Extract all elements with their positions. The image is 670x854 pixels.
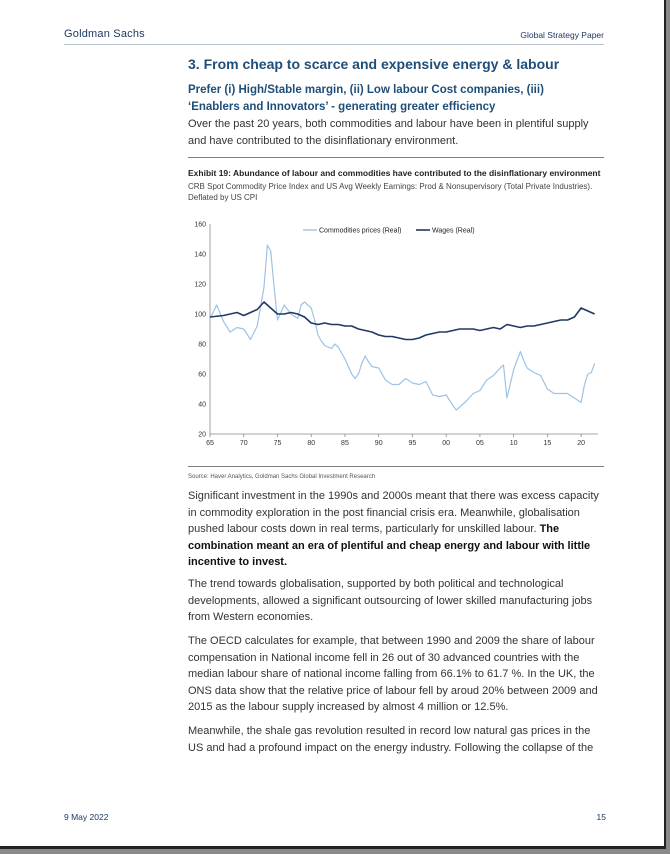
x-tick-label: 15 [543, 440, 552, 447]
document-type: Global Strategy Paper [520, 30, 604, 40]
y-tick-label: 120 [194, 281, 206, 289]
body-paragraph-1-bold: The combination meant an era of plentiful and cheap energy and labour with little incentive to invest. [188, 523, 591, 568]
x-tick-label: 95 [408, 440, 417, 447]
line-chart [188, 214, 608, 456]
section-subtitle-line1: Prefer (i) High/Stable margin, (ii) Low labour Cost companies, (iii) [188, 84, 544, 96]
body-paragraph-2: The trend towards globalisation, supported by both political and technological developments, allowed a significant outsourcing of lower skilled manufacturing jobs from Western economies. [188, 578, 593, 623]
section-subtitle-line2: ‘Enablers and Innovators’ - generating greater efficiency [188, 101, 496, 113]
y-tick-label: 100 [194, 311, 206, 319]
x-tick-label: 00 [442, 440, 451, 447]
body-paragraph-1-text: Significant investment in the 1990s and 2000s meant that there was excess capacity in commodity exploration in the post financial crisis era. Meanwhile, globalisation pushed labour costs down in real terms, particularly for unskilled labour. [188, 490, 599, 535]
page-number: 15 [596, 812, 606, 822]
x-tick-label: 10 [509, 440, 518, 447]
exhibit-subtitle: CRB Spot Commodity Price Index and US Avg Weekly Earnings: Prod & Nonsupervisory (Total Private Industries). Deflated by US CPI [188, 182, 593, 202]
x-tick-label: 75 [273, 440, 282, 447]
x-tick-label: 80 [307, 440, 316, 447]
y-tick-label: 80 [198, 341, 206, 349]
exhibit-bottom-divider [188, 466, 604, 467]
series-line-commodities [210, 245, 595, 410]
y-tick-label: 160 [194, 221, 206, 229]
body-paragraph-4: Meanwhile, the shale gas revolution resulted in record low natural gas prices in the US and had a profound impact on the energy industry. Following the collapse of the [188, 725, 594, 754]
series-line-wages [210, 302, 595, 340]
header-divider [64, 44, 604, 45]
x-tick-label: 90 [374, 440, 383, 447]
y-tick-label: 60 [198, 371, 206, 379]
brand-name: Goldman Sachs [64, 28, 145, 40]
y-tick-label: 140 [194, 251, 206, 259]
legend-label: Wages (Real) [432, 227, 475, 235]
exhibit-title: Exhibit 19: Abundance of labour and commodities have contributed to the disinflationary environment [188, 168, 601, 178]
intro-paragraph: Over the past 20 years, both commodities and labour have been in plentiful supply and have contributed to the disinflationary environment. [188, 118, 589, 147]
body-paragraph-3: The OECD calculates for example, that between 1990 and 2009 the share of labour compensation in National income fell in 26 out of 30 advanced countries with the median labour share of national income falling from 66.1% to 61.7 %. In the UK, the ONS data show that the relative price of labour fell by aroud 20% between 2009 and 2015 as the labour supply increased by almost 4 million or 12.5%. [188, 635, 598, 713]
x-tick-label: 05 [476, 440, 484, 447]
x-tick-label: 65 [206, 440, 214, 447]
exhibit-source: Source: Haver Analytics, Goldman Sachs Global Investment Research [188, 474, 376, 480]
y-tick-label: 40 [198, 401, 206, 409]
y-tick-label: 20 [198, 431, 206, 439]
x-tick-label: 70 [239, 440, 248, 447]
section-title: 3. From cheap to scarce and expensive energy & labour [188, 56, 560, 72]
x-tick-label: 20 [577, 440, 586, 447]
footer-date: 9 May 2022 [64, 812, 109, 822]
x-tick-label: 85 [341, 440, 349, 447]
legend-label: Commodities prices (Real) [319, 227, 402, 235]
body-paragraph-1 [188, 488, 608, 571]
exhibit-top-divider [188, 157, 604, 158]
